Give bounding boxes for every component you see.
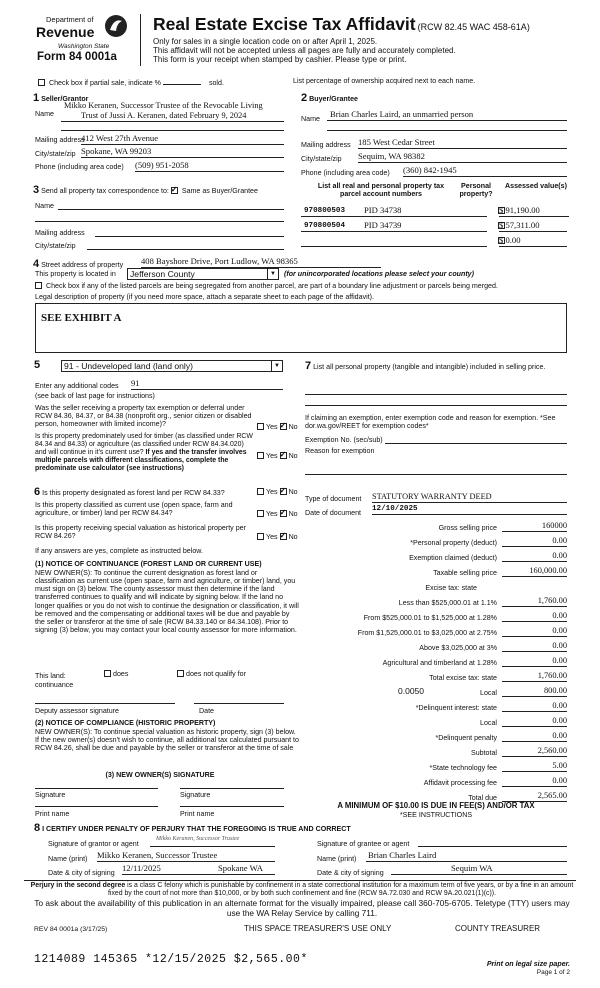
land-does-checkbox[interactable] <box>104 670 111 677</box>
minimum-due-note: A MINIMUM OF $10.00 IS DUE IN FEE(S) AND/OR TAX <box>337 801 535 810</box>
form-title: Real Estate Excise Tax Affidavit <box>153 14 416 34</box>
tier-label: From $1,525,000.01 to $3,025,000 at 2.75% <box>357 629 497 637</box>
calc-label: *Delinquent interest: state <box>415 704 497 712</box>
continuance-label: continuance <box>35 681 74 689</box>
total-state-tax-field[interactable]: 1,760.00 <box>502 671 567 682</box>
additional-codes-field[interactable]: 91 <box>131 379 283 390</box>
historic-question: Is this property receiving special valuation as historical property per RCW 84.26? <box>35 524 246 541</box>
dor-emblem-icon <box>104 14 128 38</box>
forest-question: Is this property designated as forest land per RCW 84.33? <box>42 489 225 497</box>
print-name-label: Print name <box>35 810 70 818</box>
date-city-label: Date & city of signing <box>48 869 115 877</box>
parcel-row <box>301 234 567 247</box>
timber-yes-checkbox[interactable] <box>257 452 264 459</box>
timber-question <box>35 433 257 473</box>
subtotal-field[interactable]: 2,560.00 <box>502 746 567 757</box>
current-use-no-checkbox[interactable] <box>280 510 287 517</box>
buyer-mailing-field[interactable]: 185 West Cedar Street <box>358 138 567 149</box>
correspondence-blank-line <box>35 221 284 222</box>
buyer-phone-field[interactable]: (360) 842-1945 <box>403 166 567 177</box>
seller-mailing-field[interactable]: 412 West 27th Avenue <box>81 134 284 145</box>
print-name-label: Print name <box>180 810 215 818</box>
segregated-label: Check box if any of the listed parcels are being segregated from another parcel, are part of a boundary line adjustment or parcels being merged. <box>45 282 498 290</box>
name-print-label: Name (print) <box>48 855 88 863</box>
no-label: No <box>288 423 298 431</box>
tier-value[interactable]: 0.00 <box>502 611 567 622</box>
calc-label: *State technology fee <box>429 764 497 772</box>
yes-label: Yes <box>266 423 278 431</box>
local-rate: 0.0050 <box>398 686 424 696</box>
dept-of-text: Department of <box>46 15 94 24</box>
calc-label: Affidavit processing fee <box>423 779 497 787</box>
land-does-not-checkbox[interactable] <box>177 670 184 677</box>
timber-no-checkbox[interactable] <box>280 452 287 459</box>
exemption-question: Was the seller receiving a property tax exemption or deferral under RCW 84.36, 84.37, or 84.38 (nonprofit org., senior citizen or disabled person, homeowner with limited income)? <box>35 404 252 429</box>
legal-description-text: SEE EXHIBIT A <box>41 312 122 324</box>
header-note-1: Only for sales in a single location code on or after April 1, 2025. <box>153 37 378 46</box>
new-owner-print-line[interactable] <box>180 806 284 807</box>
correspondence-label: Send all property tax correspondence to: <box>41 187 169 195</box>
chevron-down-icon[interactable]: ▼ <box>271 361 282 371</box>
parcel-account[interactable]: 970800503 <box>304 207 346 215</box>
seller-city-label: City/state/zip <box>35 150 76 158</box>
yes-label: Yes <box>266 452 278 460</box>
document-date-field[interactable]: 12/10/2025 <box>372 505 567 515</box>
correspondence-city-label: City/state/zip <box>35 242 76 250</box>
grantor-date: 12/11/2025 <box>122 863 161 873</box>
legal-paper-note: Print on legal size paper. <box>486 960 570 968</box>
deputy-date-label: Date <box>199 707 214 715</box>
section-4-number: 4 <box>33 258 40 270</box>
seller-heading: Seller/Grantor <box>41 95 89 103</box>
partial-percent-field[interactable] <box>163 78 201 85</box>
washington-state-text: Washington State <box>58 43 110 50</box>
correspondence-city-field[interactable] <box>87 243 284 250</box>
grantor-city: Spokane WA <box>218 863 263 873</box>
signature-label: Signature <box>180 791 211 799</box>
buyer-blank-line <box>327 130 567 131</box>
document-type-label: Type of document <box>305 495 362 503</box>
parcel-value[interactable]: $ 0.00 <box>499 236 567 247</box>
seller-blank-line <box>61 130 284 131</box>
personal-property-list-label: List all personal property (tangible and intangible) included in selling price. <box>313 363 546 371</box>
county-select[interactable] <box>127 268 279 280</box>
exemption-yes-checkbox[interactable] <box>257 423 264 430</box>
historic-no-checkbox[interactable] <box>280 533 287 540</box>
parcel-account[interactable]: 970800504 <box>304 222 346 230</box>
seller-name-label: Name <box>35 110 54 118</box>
new-owner-signature-heading: (3) NEW OWNER(S) SIGNATURE <box>105 771 215 779</box>
land-use-value: 91 - Undeveloped land (land only) <box>64 361 193 371</box>
delinquent-interest-state-field[interactable]: 0.00 <box>502 701 567 712</box>
gross-price-field[interactable]: 160000 <box>502 521 567 532</box>
additional-codes-label: Enter any additional codes <box>35 382 119 390</box>
delinquent-interest-local-field[interactable]: 0.00 <box>502 716 567 727</box>
section-7-number: 7 <box>305 360 312 372</box>
processing-fee-field[interactable]: 0.00 <box>502 776 567 787</box>
calc-label: Taxable selling price <box>433 569 497 577</box>
county-select-value: Jefferson County <box>130 269 195 279</box>
personal-property-line[interactable] <box>305 405 567 406</box>
same-as-buyer-checkbox[interactable] <box>171 187 178 194</box>
calc-label: *Delinquent penalty <box>435 734 497 742</box>
seller-mailing-label: Mailing address <box>35 136 85 144</box>
no-label: No <box>288 452 298 460</box>
calc-label: Total due <box>468 794 497 802</box>
deputy-date-line[interactable] <box>194 703 284 704</box>
revenue-text: Revenue <box>36 24 95 40</box>
technology-fee-field[interactable]: 5.00 <box>502 761 567 772</box>
deputy-signature-line[interactable] <box>35 703 175 704</box>
section-2-number: 2 <box>301 92 308 104</box>
grantee-signature-field[interactable] <box>418 838 567 847</box>
street-address-field[interactable]: 408 Bayshore Drive, Port Ludlow, WA 98365 <box>141 257 381 268</box>
codes-note: (see back of last page for instructions) <box>35 392 155 400</box>
delinquent-penalty-field[interactable]: 0.00 <box>502 731 567 742</box>
parcel-row <box>301 219 567 232</box>
perjury-bold: Perjury in the second degree <box>30 882 126 889</box>
date-city-label: Date & city of signing <box>317 869 384 877</box>
seller-phone-label: Phone (including area code) <box>35 163 124 171</box>
tier-value[interactable]: 0.00 <box>502 626 567 637</box>
header-note-2: This affidavit will not be accepted unless all pages are fully and accurately completed. <box>153 46 456 55</box>
county-treasurer-label: COUNTY TREASURER <box>455 924 541 933</box>
buyer-name-field[interactable]: Brian Charles Laird, an unmarried person <box>327 110 567 121</box>
parcel-value[interactable]: $ 57,311.00 <box>499 221 567 232</box>
legal-description-box[interactable] <box>35 303 567 353</box>
parcel-underline <box>301 231 487 232</box>
same-as-buyer-label: Same as Buyer/Grantee <box>181 187 258 195</box>
seller-name-line-2: Trust of Jussi A. Keranen, dated February 9, 2024 <box>81 110 247 120</box>
exemption-number-label: Exemption No. (sec/sub) <box>305 436 383 444</box>
street-address-label: Street address of property <box>41 261 124 269</box>
tier-label: From $525,000.01 to $1,525,000 at 1.28% <box>363 614 497 622</box>
local-tax-field[interactable]: 800.00 <box>502 686 567 697</box>
tier-label: Agricultural and timberland at 1.28% <box>382 659 497 667</box>
personal-property-heading: Personal property? <box>459 182 493 199</box>
segregated-checkbox[interactable] <box>35 282 42 289</box>
total-due-field[interactable]: 2,565.00 <box>502 791 567 802</box>
grantor-signature-field[interactable] <box>150 834 275 847</box>
document-date-label: Date of document <box>305 509 361 517</box>
section-divider <box>24 880 576 881</box>
exemption-no-checkbox[interactable] <box>280 423 287 430</box>
calc-label: Local <box>480 719 497 727</box>
seller-name-field[interactable] <box>61 101 284 122</box>
rev-number: REV 84 0001a (3/17/25) <box>34 926 108 933</box>
if-any-note: If any answers are yes, complete as instructed below. <box>35 547 203 555</box>
exemption-reason-label: Reason for exemption <box>305 447 375 455</box>
treasurer-receipt-stamp: 1214089 145365 *12/15/2025 $2,565.00* <box>34 953 308 966</box>
exemption-claimed-field[interactable]: 0.00 <box>502 551 567 562</box>
treasurer-use-label: THIS SPACE TREASURER'S USE ONLY <box>244 924 392 933</box>
taxable-price-field[interactable]: 160,000.00 <box>502 566 567 577</box>
notice-compliance-text: NEW OWNER(S): To continue special valuation as historic property, sign (3) below. If the new owner(s) doesn't wish to continue, all additional tax calculated pursuant to RCW 84.26, shall be due and payable by the seller or transferor at the time of sale <box>35 728 299 753</box>
parcel-underline <box>301 216 487 217</box>
historic-yes-checkbox[interactable] <box>257 533 264 540</box>
new-owner-print-line[interactable] <box>35 806 158 807</box>
local-label: Local <box>480 689 497 697</box>
legal-description-label: Legal description of property (if you need more space, attach a separate sheet to each page of the affidavit). <box>35 293 375 301</box>
tier-value[interactable]: 1,760.00 <box>502 596 567 607</box>
correspondence-name-field[interactable] <box>58 203 284 210</box>
alt-format-note: To ask about the availability of this publication in an alternate format for the visually impaired, please call 360-705-6705. Teletype (TTY) users may use the WA Relay Service by calling 711. <box>34 898 570 918</box>
no-label: No <box>288 510 298 518</box>
county-note: (for unincorporated locations please select your county) <box>284 270 474 278</box>
parcel-row <box>301 204 567 217</box>
grantee-name-field[interactable]: Brian Charles Laird <box>366 851 567 862</box>
notice-continuance-heading: (1) NOTICE OF CONTINUANCE (FOREST LAND OR CURRENT USE) <box>35 560 262 568</box>
page-number: Page 1 of 2 <box>536 969 570 976</box>
parcel-underline <box>301 246 487 247</box>
notice-compliance-heading: (2) NOTICE OF COMPLIANCE (HISTORIC PROPERTY) <box>35 719 216 727</box>
correspondence-mailing-label: Mailing address <box>35 229 85 237</box>
yes-label: Yes <box>266 533 278 541</box>
land-use-select[interactable] <box>61 360 283 372</box>
chevron-down-icon[interactable]: ▼ <box>267 269 278 279</box>
grantee-date-city-field[interactable] <box>391 864 567 875</box>
certify-statement: I CERTIFY UNDER PENALTY OF PERJURY THAT THE FOREGOING IS TRUE AND CORRECT <box>42 825 351 833</box>
tier-label: Total excise tax: state <box>429 674 497 682</box>
name-print-label: Name (print) <box>317 855 357 863</box>
no-label: No <box>288 533 298 541</box>
current-use-question: Is this property classified as current use (open space, farm and agriculture, or timber) land per RCW 84.34? <box>35 501 233 518</box>
notice-continuance-text: NEW OWNER(S): To continue the current designation as forest land or classification as current use (open space, farm and agriculture, or timber) land, you must sign on (3) below. The county assessor must then determine if the land transferred continues to qualify and will indicate by signing below. If the land no longer qualifies or you do not wish to continue the designation or classification, it will be removed and the compensating or additional taxes will be due and payable by the seller or transferor at the time of sale (RCW 84.33.140 or 84.34.108). Prior to signing (3) below, you may contact your local county assessor for more information. <box>35 569 299 635</box>
timber-question-text: Is this property predominately used for timber (as classified under RCW 84.34 and 84.33) or agriculture (as classified under RCW 84.34.020) and will continue in it's current use? <box>35 433 253 456</box>
buyer-phone-label: Phone (including area code) <box>301 169 390 177</box>
buyer-city-field[interactable]: Sequim, WA 98382 <box>358 152 567 163</box>
personal-property-line[interactable] <box>305 394 567 395</box>
perjury-notice <box>24 882 580 898</box>
see-instructions-note: *SEE INSTRUCTIONS <box>399 811 473 819</box>
current-use-yes-checkbox[interactable] <box>257 510 264 517</box>
document-type-field[interactable]: STATUTORY WARRANTY DEED <box>372 492 567 503</box>
exemption-number-field[interactable] <box>385 437 567 444</box>
grantee-signature-label: Signature of grantee or agent <box>317 840 410 848</box>
grantor-signature-image: Mikko Keranen, Successor Trustee <box>156 836 240 842</box>
grantor-signature-label: Signature of grantor or agent <box>48 840 139 848</box>
grantee-city: Sequim WA <box>451 863 493 873</box>
perjury-text: is a class C felony which is punishable by confinement in a state correctional institution for a maximum term of five years, or by a fine in an amount fixed by the court of not more than $10,000, or by both such confinement and fine (RCW 9A.72.030 and RCW 9A.20.021(1)(c)). <box>108 882 574 897</box>
forest-yes-checkbox[interactable] <box>257 488 264 495</box>
section-6-number: 6 <box>34 486 41 498</box>
exemption-reason-field[interactable] <box>305 468 567 475</box>
excise-heading: Excise tax: state <box>425 584 477 592</box>
seller-city-field[interactable]: Spokane, WA 99203 <box>81 147 284 158</box>
correspondence-mailing-field[interactable] <box>95 230 284 237</box>
does-label: does <box>113 670 129 678</box>
calc-label: *Personal property (deduct) <box>410 539 497 547</box>
section-3-number: 3 <box>33 184 40 196</box>
tier-label: Less than $525,000.01 at 1.1% <box>398 599 497 607</box>
assessed-value-heading: Assessed value(s) <box>505 182 567 190</box>
yes-label: Yes <box>266 488 278 496</box>
tier-value[interactable]: 0.00 <box>502 641 567 652</box>
header-note-3: This form is your receipt when stamped by cashier. Please type or print. <box>153 55 407 64</box>
personal-property-field[interactable]: 0.00 <box>502 536 567 547</box>
new-owner-signature-line[interactable] <box>35 788 158 789</box>
form-citation: (RCW 82.45 WAC 458-61A) <box>417 22 530 32</box>
this-land-label: This land: <box>35 672 66 680</box>
calc-label: Subtotal <box>470 749 497 757</box>
county-label: This property is located in <box>35 270 116 278</box>
partial-sale-checkbox[interactable] <box>38 79 45 86</box>
buyer-mailing-label: Mailing address <box>301 141 351 149</box>
buyer-name-label: Name <box>301 115 320 123</box>
partial-sold-label: sold. <box>208 79 224 87</box>
header-divider <box>140 14 141 66</box>
tier-value[interactable]: 0.00 <box>502 656 567 667</box>
parcel-value[interactable]: $ 91,190.00 <box>499 206 569 217</box>
timber-question-bold: If yes and the transfer involves multiple parcels with different classifications, complete the predominate use calculator (see instructions) <box>35 448 247 472</box>
grantor-date-city-field[interactable] <box>122 864 275 875</box>
signature-label: Signature <box>35 791 66 799</box>
tier-label: Above $3,025,000 at 3% <box>419 644 497 652</box>
parcels-heading: List all real and personal property tax parcel account numbers <box>317 182 445 199</box>
buyer-heading: Buyer/Grantee <box>309 95 358 103</box>
forest-no-checkbox[interactable] <box>280 488 287 495</box>
section-5-number: 5 <box>34 359 41 371</box>
section-1-number: 1 <box>33 92 40 104</box>
deputy-signature-label: Deputy assessor signature <box>35 707 119 715</box>
calc-label: Exemption claimed (deduct) <box>409 554 497 562</box>
exemption-claim-label: If claiming an exemption, enter exemption code and reason for exemption. *See dor.wa.gov/REET for exemption codes* <box>305 414 556 431</box>
header-note-3-wrap <box>153 55 406 64</box>
section-8-number: 8 <box>34 822 41 834</box>
parcel-pid[interactable]: PID 34738 <box>364 205 402 215</box>
ownership-note: List percentage of ownership acquired next to each name. <box>293 77 476 85</box>
calc-label: Gross selling price <box>438 524 497 532</box>
form-number: Form 84 0001a <box>37 51 117 63</box>
new-owner-signature-line[interactable] <box>180 788 284 789</box>
seller-name-line-1: Mikko Keranen, Successor Trustee of the Revocable Living <box>64 101 263 110</box>
buyer-city-label: City/state/zip <box>301 155 342 163</box>
seller-phone-field[interactable]: (509) 951-2058 <box>135 161 284 172</box>
no-label: No <box>288 488 298 496</box>
does-not-label: does not qualify for <box>186 670 246 678</box>
parcel-pid[interactable]: PID 34739 <box>364 220 402 230</box>
grantor-name-field[interactable]: Mikko Keranen, Successor Trustee <box>97 851 275 862</box>
correspondence-name-label: Name <box>35 202 54 210</box>
partial-sale-label: Check box if partial sale, indicate % <box>48 79 161 87</box>
yes-label: Yes <box>266 510 278 518</box>
